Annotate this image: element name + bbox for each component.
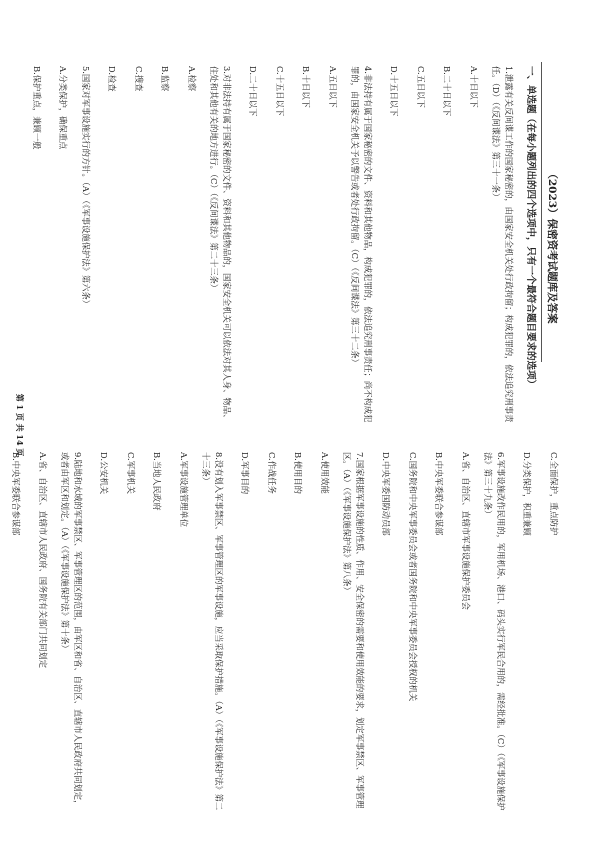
answer-option: D.二十日以下 bbox=[248, 66, 259, 117]
answer-option: A.分类保护，确保重点 bbox=[58, 66, 69, 150]
answer-option: C.国务院和中央军事委员会或者国务院和中央军事委员会授权的机关 bbox=[408, 452, 418, 702]
answer-option: A.使用效能 bbox=[320, 452, 330, 494]
answer-option: B.监察 bbox=[160, 66, 171, 92]
answer-option: A.省、自治区、直辖市人民政府、国务院有关部门共同划定 bbox=[38, 452, 48, 669]
answer-option: D.军事目的 bbox=[240, 452, 251, 495]
question-text: 6.军事设施改作民用的，军用机场、港口、码头实行军民合用的，需经批准。（C）（《军事设施保护法》第三十九条） bbox=[483, 452, 506, 811]
answer-option: A.军事设施管理单位 bbox=[179, 452, 189, 528]
question-text: 7.国家根据军事设施的性质、作用、安全保密的需要和使用效能的要求，划定军事禁区、军事管理区。（A）（《军事设施保护法》第八条） bbox=[342, 452, 365, 809]
answer-option: C.五日以下 bbox=[416, 66, 426, 108]
document-title: （2023）保密资考试题库及答案 bbox=[546, 168, 558, 324]
answer-option: A.检察 bbox=[187, 66, 197, 92]
question-text: 1.泄露有关反间谍工作的国家秘密的，由国家安全机关处行政拘留；构成犯罪的，依法追究刑事责任。（D）（《反间谍法》第三十一条） bbox=[491, 66, 514, 423]
question-text: 4.非法持有属于国家秘密的文件、资料和其他物品，构成犯罪的，依法追究刑事责任；尚不构成犯罪的，由国家安全机关予以警告或者处行政拘留。（C）（《反间谍法》第三十二条） bbox=[350, 66, 373, 423]
answer-option: A.省、自治区、直辖市军事设施保护委员会 bbox=[461, 452, 471, 610]
answer-option: B.中央军委联合参谋部 bbox=[11, 452, 22, 536]
question-text: 9.陆地和水域的军事禁区、军事管理区的范围，由军区和省、自治区、直辖市人民政府共同划定，或者由军区和划定。（A）（《军事设施保护法》第十条） bbox=[60, 452, 83, 809]
answer-option: A.五日以下 bbox=[328, 66, 338, 108]
answer-option: B.保护重点，兼顾一般 bbox=[32, 66, 42, 150]
answer-option: D.中央军委国防动员部 bbox=[381, 452, 392, 536]
answer-option: B.中央军委联合参谋部 bbox=[434, 452, 445, 536]
question-text: 3.对非法持有属于国家秘密的文件、资料和其他物品的，国家安全机关可以依法对其人身、物品、住处和其他有关的地方进行。（C）（《反间谍法》第二十三条） bbox=[209, 66, 232, 423]
answer-option: D.检查 bbox=[107, 66, 118, 92]
answer-option: B.二十日以下 bbox=[442, 66, 453, 117]
section-heading: 一、单选题（在每小题列出的四个选项中，只有一个最符合题目要求的选项） bbox=[525, 66, 536, 390]
right-question-list bbox=[10, 452, 560, 812]
answer-option: B.当地人民政府 bbox=[152, 452, 163, 511]
answer-option: D.分类保护，积重兼顾 bbox=[522, 452, 533, 536]
page-footer: 第 1 页 共 14 页 bbox=[15, 393, 25, 457]
left-question-list bbox=[31, 66, 516, 426]
answer-option: D.公安机关 bbox=[99, 452, 110, 495]
answer-option: C.全面保护，重点防护 bbox=[549, 452, 559, 536]
right-column bbox=[0, 452, 560, 812]
answer-option: C.作战任务 bbox=[267, 452, 277, 494]
question-text: 8.没有划入军事禁区、军事管理区的军事设施，应当采取保护措施。（A）（《军事设施保护法》第二十三条） bbox=[201, 452, 224, 811]
answer-option: B.使用目的 bbox=[293, 452, 304, 494]
answer-option: C.搜查 bbox=[134, 66, 144, 92]
answer-option: C.十五日以下 bbox=[275, 66, 285, 117]
answer-option: B.十日以下 bbox=[301, 66, 312, 108]
answer-option: C.军事机关 bbox=[126, 452, 136, 494]
answer-option: D.十五日以下 bbox=[389, 66, 400, 117]
question-text: 5.国家对军事设施实行的方针。（A）（《军事设施保护法》第六条） bbox=[81, 66, 91, 309]
answer-option: A.十日以下 bbox=[469, 66, 479, 108]
left-column bbox=[17, 66, 561, 426]
